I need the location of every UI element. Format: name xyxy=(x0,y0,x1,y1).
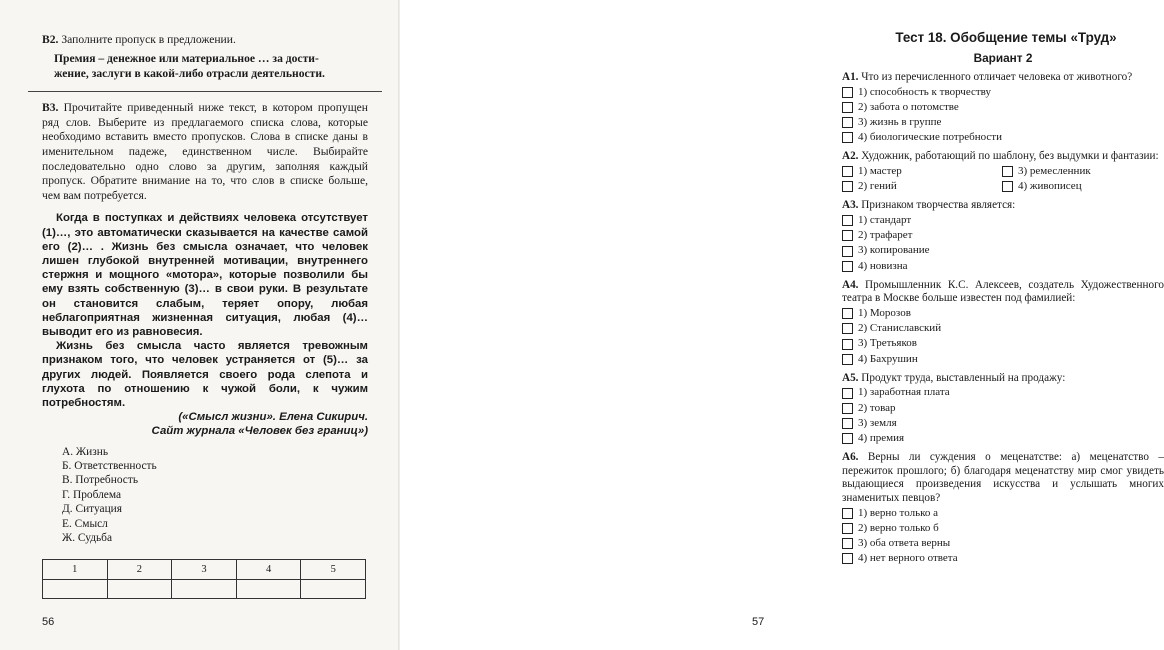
question-text xyxy=(842,372,1164,386)
answer-option[interactable] xyxy=(842,401,1164,416)
answer-option[interactable] xyxy=(842,306,1164,321)
checkbox-icon[interactable] xyxy=(842,261,853,272)
answer-option-label: 1) Морозов xyxy=(858,307,911,319)
task-b2-quote-line: жение, заслуги в какой-либо отрасли деятельности. xyxy=(54,66,325,80)
answer-table xyxy=(42,559,366,599)
answer-option[interactable] xyxy=(842,321,1164,336)
word-option: Д. Ситуация xyxy=(62,503,123,516)
question-text xyxy=(842,71,1164,85)
answer-option-label: 2) гений xyxy=(858,180,897,193)
divider xyxy=(28,91,382,92)
answer-option[interactable] xyxy=(842,521,1164,536)
task-b3-label: В3. xyxy=(42,101,59,115)
task-b2-prompt: Заполните пропуск в предложении. xyxy=(61,33,236,46)
checkbox-icon[interactable] xyxy=(842,132,853,143)
checkbox-icon[interactable] xyxy=(842,538,853,549)
answer-option[interactable] xyxy=(842,243,1164,258)
answer-option-label: 2) трафарет xyxy=(858,229,913,242)
task-b2-label: В2. xyxy=(42,33,59,46)
answer-table-header: 4 xyxy=(236,560,301,580)
question-label: А3. xyxy=(842,199,859,212)
checkbox-icon[interactable] xyxy=(842,418,853,429)
question-label: А4. xyxy=(842,278,859,291)
task-b3-instruction-text: Прочитайте приведенный ниже текст, в котором пропущен ряд слов. Выберите из предлагаемого списка слова, которые необходимо вставить вместо пропусков. Слова в списке даны в именительном падеже, единственном числе. Выбирайте последовательно одно слово за другим, заполняя каждый пропуск. Обратите внимание на то, что слов в списке больше, чем вам потребуется. xyxy=(42,101,368,202)
checkbox-icon[interactable] xyxy=(842,246,853,257)
checkbox-icon[interactable] xyxy=(842,166,853,177)
answer-option[interactable] xyxy=(842,228,1164,243)
answer-option-label: 3) ремесленник xyxy=(1018,165,1091,177)
question-label: А6. xyxy=(842,451,859,464)
task-b3-paragraph-1: Когда в поступках и действиях человека отсутствует (1)…, это автоматически сказывается на качестве самой его (2)… . Жизнь без смысла означает, что человек лишен глубокой внутренней мотивации, внутреннего стержня и мощного «мотора», которые позволили бы ему взять собственную (3)… в свои руки. В результате он становится слабым, теряет опору, любая неблагоприятная жизненная ситуация, любая (4)… выводит его из равновесия. xyxy=(42,212,368,338)
checkbox-icon[interactable] xyxy=(842,523,853,534)
answer-option[interactable] xyxy=(842,85,1164,100)
question-a5 xyxy=(842,372,1164,446)
answer-cell[interactable] xyxy=(236,580,301,599)
question-a6 xyxy=(842,451,1164,566)
answer-table-header: 1 xyxy=(43,560,108,580)
answer-option[interactable] xyxy=(842,179,1002,194)
checkbox-icon[interactable] xyxy=(842,403,853,414)
checkbox-icon[interactable] xyxy=(1002,181,1013,192)
question-body: Что из перечисленного отличает человека от животного? xyxy=(858,71,1133,83)
answer-option-label: 1) способность к творчеству xyxy=(858,85,991,98)
answer-option-label: 4) новизна xyxy=(858,259,908,272)
question-label: А2. xyxy=(842,150,859,163)
checkbox-icon[interactable] xyxy=(842,553,853,564)
left-page xyxy=(0,0,400,650)
test-title: Тест 18. Обобщение темы «Труд» xyxy=(895,30,1117,45)
answer-cell[interactable] xyxy=(301,580,366,599)
answer-option[interactable] xyxy=(842,130,1164,145)
left-page-content xyxy=(42,32,368,599)
word-option: Г. Проблема xyxy=(62,488,122,501)
page-number-left: 56 xyxy=(42,616,55,628)
answer-table-header: 3 xyxy=(172,560,237,580)
question-body: Признаком творчества является: xyxy=(858,199,1016,212)
checkbox-icon[interactable] xyxy=(842,215,853,226)
answer-option[interactable] xyxy=(1002,179,1162,194)
answer-option-label: 4) нет верного ответа xyxy=(858,552,958,565)
checkbox-icon[interactable] xyxy=(842,388,853,399)
checkbox-icon[interactable] xyxy=(842,102,853,113)
answer-option[interactable] xyxy=(842,551,1164,566)
task-b2-quote xyxy=(42,52,368,81)
task-b3-paragraph-2: Жизнь без смысла часто является тревожным признаком того, что человек устраняется от (5)… за других людей. Появляется своего рода слепота и глухота по отношению к чужой боли, к чужим потребностям. xyxy=(42,340,368,409)
page-number-right: 57 xyxy=(752,616,765,628)
answer-option[interactable] xyxy=(842,336,1164,351)
answer-cell[interactable] xyxy=(107,580,172,599)
answer-table-input-row xyxy=(43,580,366,599)
answer-option-label: 3) земля xyxy=(858,416,897,429)
test-variant: Вариант 2 xyxy=(973,51,1033,65)
answer-option[interactable] xyxy=(842,416,1164,431)
answer-option-label: 2) Станиславский xyxy=(858,322,942,335)
answer-table-header-row xyxy=(43,560,366,580)
answer-option-label: 2) товар xyxy=(858,401,896,414)
task-b3-instruction xyxy=(42,101,368,203)
checkbox-icon[interactable] xyxy=(842,354,853,365)
question-body: Художник, работающий по шаблону, без выдумки и фантазии: xyxy=(858,150,1159,163)
question-body: Промышленник К.С. Алексеев, создатель Художественного театра в Москве больше известен под фамилией: xyxy=(842,278,1164,305)
answer-option[interactable] xyxy=(842,213,1164,228)
answer-option[interactable] xyxy=(842,536,1164,551)
answer-option-grid xyxy=(842,164,1164,194)
question-a3 xyxy=(842,199,1164,273)
answer-table-header: 2 xyxy=(107,560,172,580)
answer-option[interactable] xyxy=(842,352,1164,367)
task-b3-source-line-1: («Смысл жизни». Елена Сикирич. xyxy=(178,411,368,424)
right-page-content xyxy=(842,30,1164,566)
checkbox-icon[interactable] xyxy=(842,339,853,350)
question-body: Продукт труда, выставленный на продажу: xyxy=(858,371,1066,384)
checkbox-icon[interactable] xyxy=(842,508,853,519)
answer-option-label: 1) мастер xyxy=(858,165,902,177)
answer-option[interactable] xyxy=(842,259,1164,274)
answer-option[interactable] xyxy=(842,100,1164,115)
answer-cell[interactable] xyxy=(172,580,237,599)
checkbox-icon[interactable] xyxy=(842,433,853,444)
answer-option-label: 4) биологические потребности xyxy=(858,131,1002,144)
question-text xyxy=(842,150,1164,164)
question-text xyxy=(842,199,1164,213)
task-b2 xyxy=(42,32,368,47)
question-label: А1. xyxy=(842,71,859,83)
checkbox-icon[interactable] xyxy=(842,308,853,319)
answer-option[interactable] xyxy=(842,506,1164,521)
answer-option-label: 3) оба ответа верны xyxy=(858,537,951,549)
right-page xyxy=(400,0,1164,650)
question-body: Верны ли суждения о меценатстве: а) меценатство – пережиток прошлого; б) благодаря меценатству мир смог увидеть выдающиеся произведения искусства и услышать многих знаменитых певцов? xyxy=(842,451,1164,504)
checkbox-icon[interactable] xyxy=(1002,166,1013,177)
word-option: Ж. Судьба xyxy=(62,532,113,545)
question-text xyxy=(842,451,1164,505)
word-option: В. Потребность xyxy=(62,474,139,487)
answer-option[interactable] xyxy=(842,431,1164,446)
checkbox-icon[interactable] xyxy=(842,87,853,98)
answer-option-label: 3) Третьяков xyxy=(858,337,917,350)
question-a2 xyxy=(842,150,1164,194)
question-a4 xyxy=(842,279,1164,367)
answer-option[interactable] xyxy=(1002,164,1162,179)
question-text xyxy=(842,279,1164,306)
checkbox-icon[interactable] xyxy=(842,230,853,241)
checkbox-icon[interactable] xyxy=(842,117,853,128)
answer-option-label: 3) копирование xyxy=(858,244,930,257)
checkbox-icon[interactable] xyxy=(842,181,853,192)
answer-option[interactable] xyxy=(842,385,1164,400)
answer-option[interactable] xyxy=(842,164,1002,179)
answer-table-header: 5 xyxy=(301,560,366,580)
answer-cell[interactable] xyxy=(43,580,108,599)
answer-option-label: 2) забота о потомстве xyxy=(858,100,959,113)
answer-option-label: 1) стандарт xyxy=(858,214,912,226)
answer-option-label: 3) жизнь в группе xyxy=(858,116,942,128)
answer-option-label: 4) Бахрушин xyxy=(858,352,918,365)
word-option: Б. Ответственность xyxy=(62,460,157,472)
task-b2-quote-line: Премия – денежное или материальное … за дости- xyxy=(54,52,319,65)
answer-option[interactable] xyxy=(842,115,1164,130)
answer-option-label: 1) верно только а xyxy=(858,506,939,519)
word-option: Е. Смысл xyxy=(62,517,108,530)
task-b3-word-list xyxy=(42,445,368,546)
word-option: А. Жизнь xyxy=(62,445,109,458)
question-a1 xyxy=(842,71,1164,145)
answer-option-label: 2) верно только б xyxy=(858,521,939,534)
question-label: А5. xyxy=(842,371,859,384)
checkbox-icon[interactable] xyxy=(842,323,853,334)
task-b3-source-line-2: Сайт журнала «Человек без границ») xyxy=(151,425,368,438)
answer-option-label: 1) заработная плата xyxy=(858,386,950,399)
answer-option-label: 4) живописец xyxy=(1018,180,1082,193)
answer-option-label: 4) премия xyxy=(858,432,905,445)
